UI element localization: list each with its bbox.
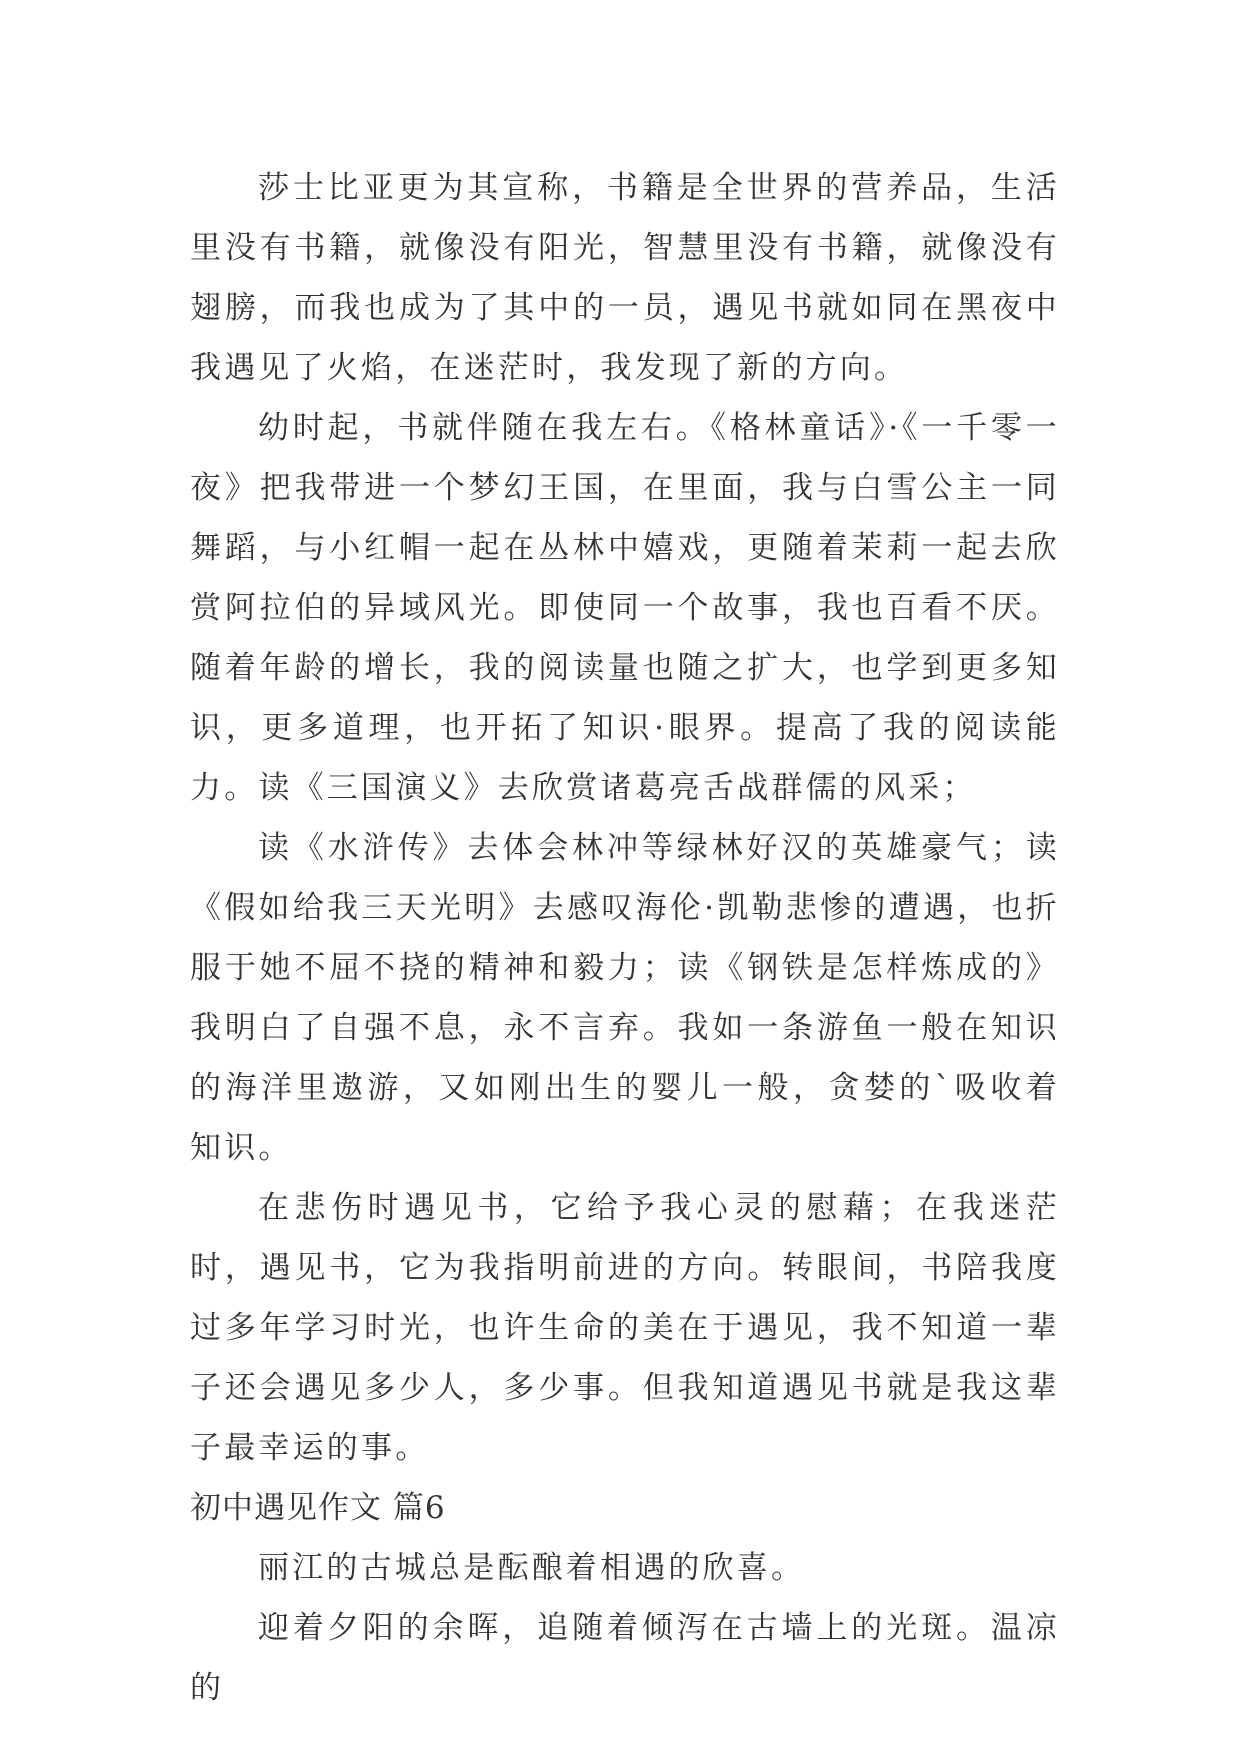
paragraph-lijiang: 丽江的古城总是酝酿着相遇的欣喜。 — [258, 1550, 806, 1586]
paragraph-shakespeare: 莎士比亚更为其宣称，书籍是全世界的营养品，生活里没有书籍，就像没有阳光，智慧里没有书籍，就像没有翅膀，而我也成为了其中的一员，遇见书就如同在黑夜中我遇见了火焰，在迷茫时，我发现了新的方向。 — [190, 170, 1060, 386]
paragraph-sunset: 迎着夕阳的余晖，追随着倾泻在古墙上的光斑。温凉的 — [190, 1610, 1060, 1706]
section-heading: 初中遇见作文 篇6 — [190, 1490, 446, 1526]
paragraph-meeting-books: 在悲伤时遇见书，它给予我心灵的慰藉；在我迷茫时，遇见书，它为我指明前进的方向。转眼间，书陪我度过多年学习时光，也许生命的美在于遇见，我不知道一辈子还会遇见多少人，多少事。但我知道遇见书就是我这辈子最幸运的事。 — [190, 1190, 1060, 1466]
paragraph-classics: 读《水浒传》去体会林冲等绿林好汉的英雄豪气；读《假如给我三天光明》去感叹海伦·凯勒悲惨的遭遇，也折服于她不屈不挠的精神和毅力；读《钢铁是怎样炼成的》我明白了自强不息，永不言弃。我如一条游鱼一般在知识的海洋里遨游，又如刚出生的婴儿一般，贪婪的`吸收着知识。 — [190, 830, 1060, 1166]
paragraph-childhood-reading: 幼时起，书就伴随在我左右。《格林童话》·《一千零一夜》把我带进一个梦幻王国，在里面，我与白雪公主一同舞蹈，与小红帽一起在丛林中嬉戏，更随着茉莉一起去欣赏阿拉伯的异域风光。即使同一个故事，我也百看不厌。随着年龄的增长，我的阅读量也随之扩大，也学到更多知识，更多道理，也开拓了知识·眼界。提高了我的阅读能力。读《三国演义》去欣赏诸葛亮舌战群儒的风采； — [190, 410, 1060, 806]
document-body — [190, 158, 1060, 1718]
